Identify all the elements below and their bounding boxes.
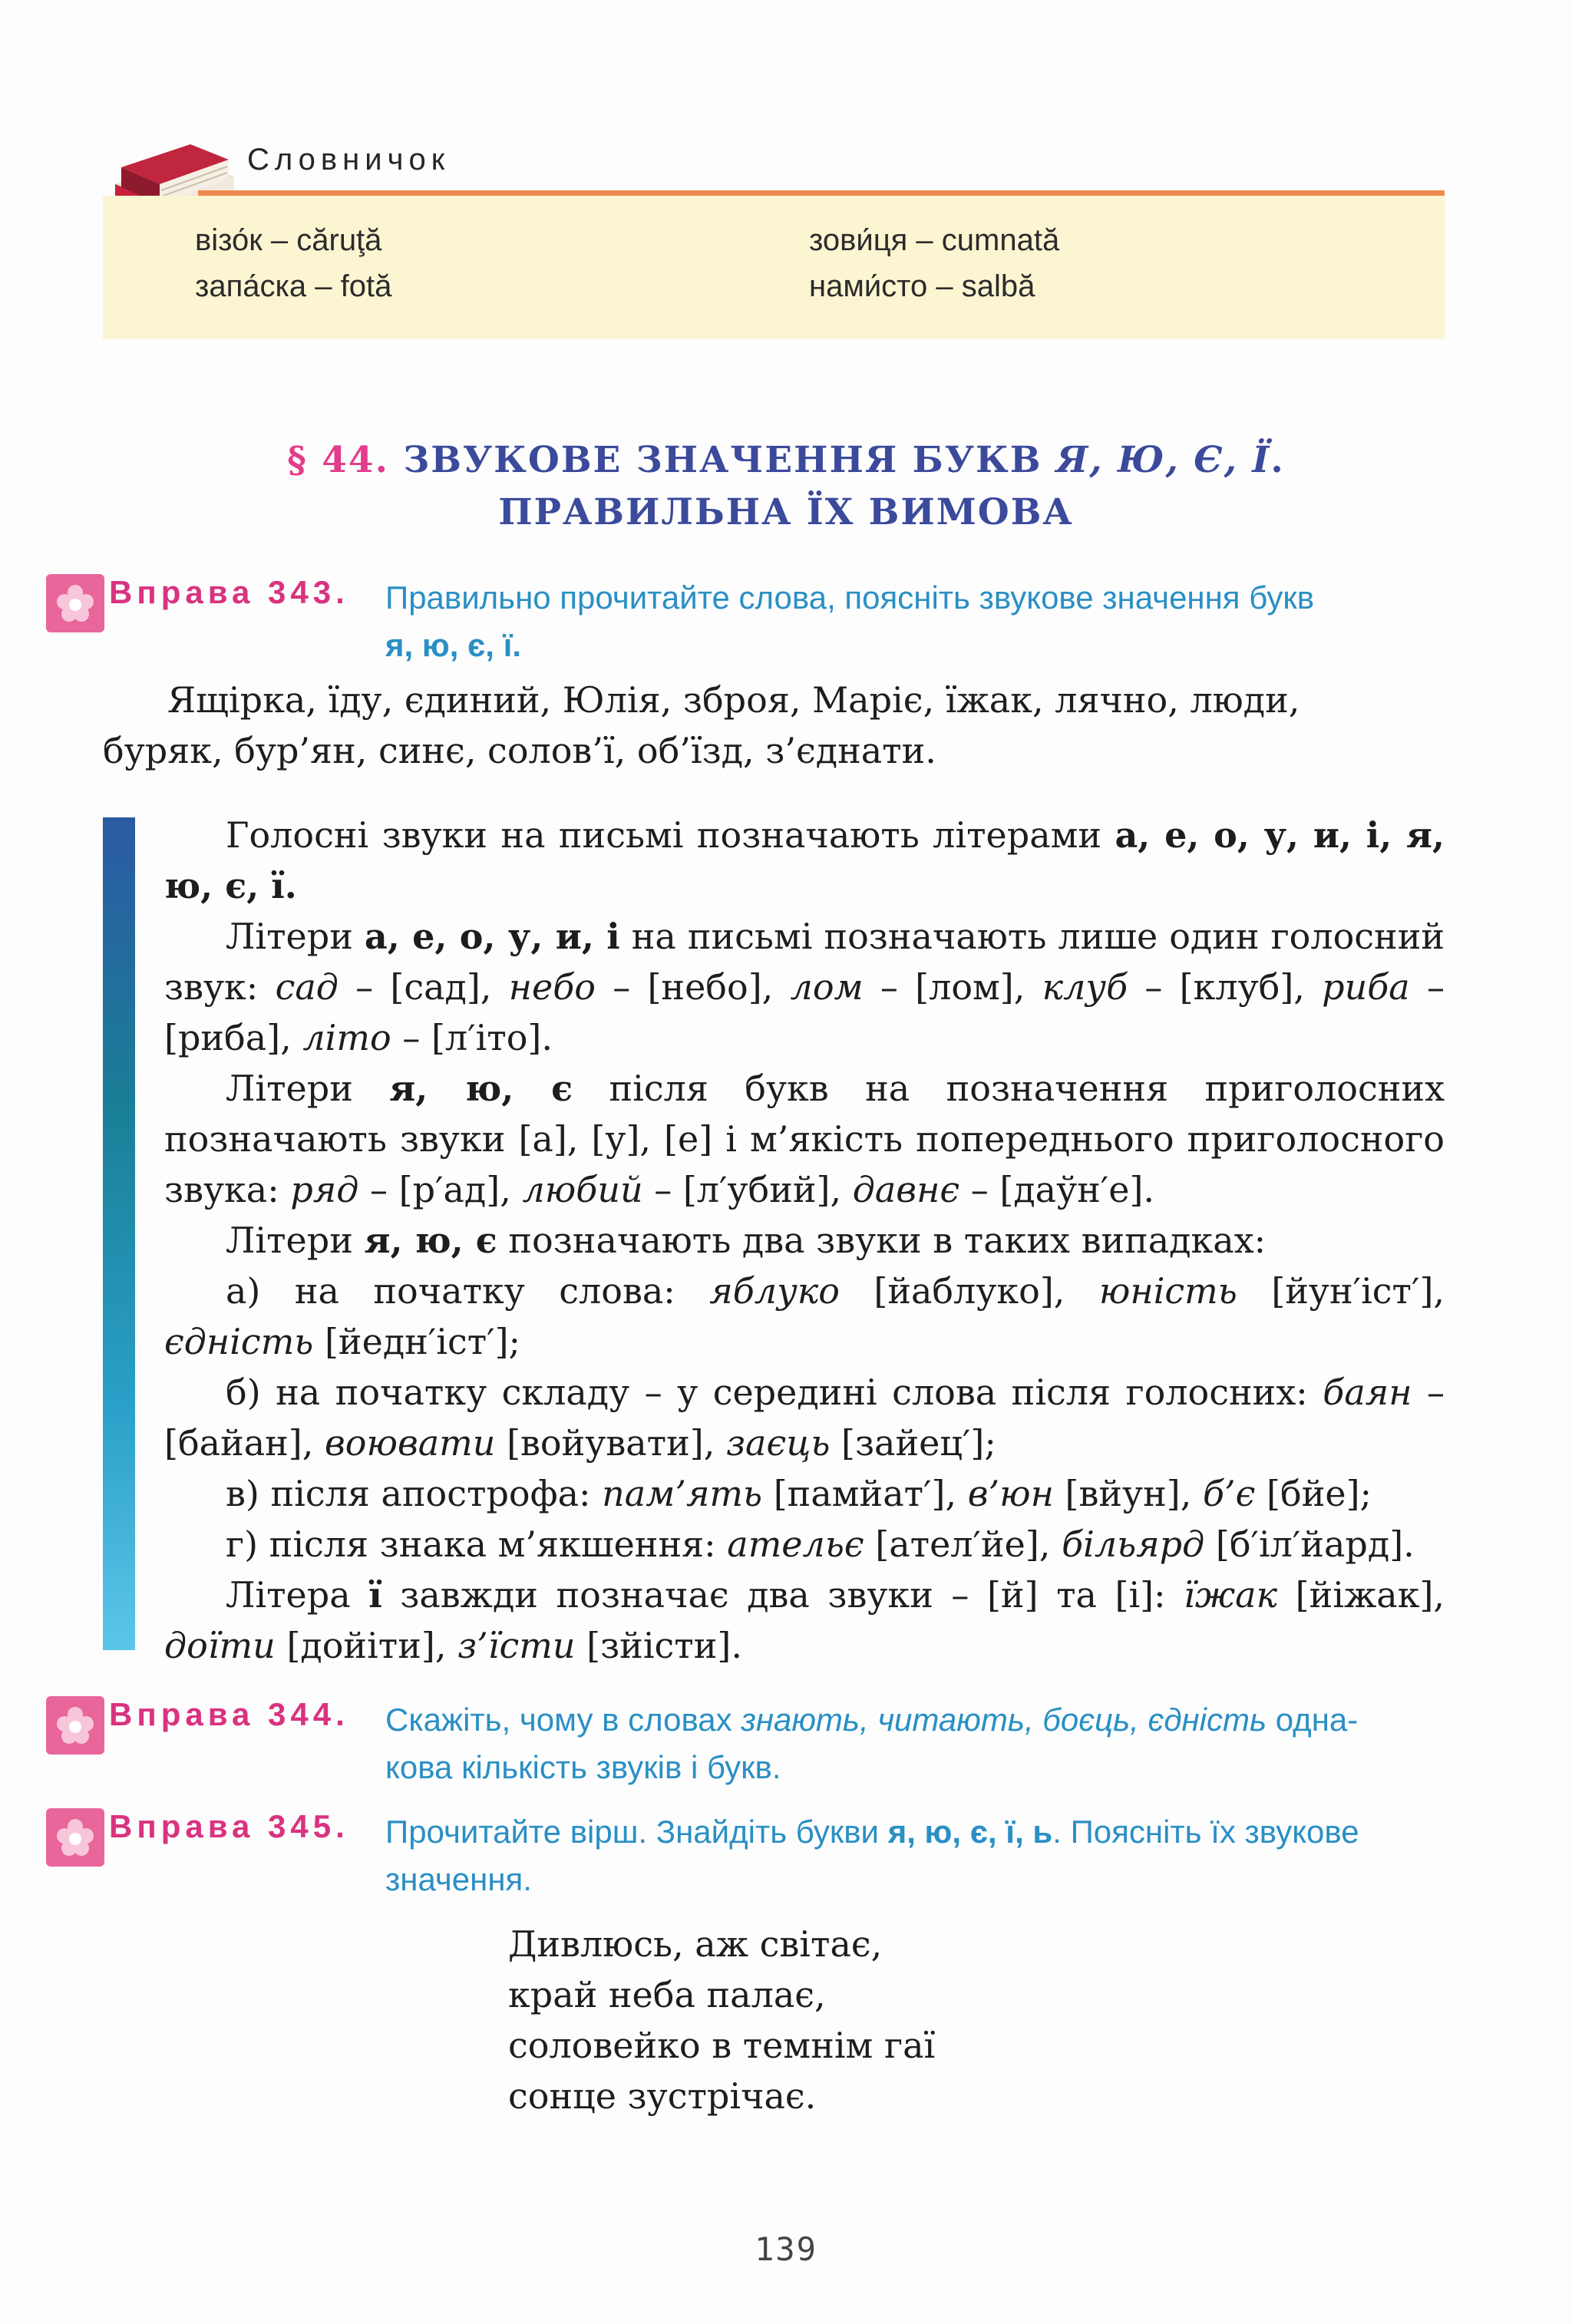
exercise-label: Вправа 344. [109,1696,349,1732]
page-number: 139 [755,2230,817,2268]
glossary-entry: зови́ця – cumnată [809,223,1060,257]
section-title-line2: ПРАВИЛЬНА ЇХ ВИМОВА [498,491,1074,533]
glossary-divider [198,190,1445,196]
exercise-instruction: Прочитайте вірш. Знайдіть букви я, ю, є, ї, ь. Поясніть їх звукове значення. [385,1814,1359,1897]
flower-icon [46,574,104,632]
glossary-entry: нами́сто – salbă [809,269,1035,303]
section-number: § 44. [287,439,389,481]
glossary-title: Словничок [247,143,451,177]
flower-icon [46,1808,104,1867]
exercise-words-line: Ящірка, їду, єдиний, Юлія, зброя, Маріє, їжак, лячно, люди, [167,679,1300,721]
rule-accent-bar [103,817,135,1650]
glossary-box [103,196,1445,339]
rule-block: Голосні звуки на письмі позначають літерами а, е, о, у, и, і, я, ю, є, ї. Літери а, е, о, у, и, і на письмі позначають лише один голосний звук: сад – [сад], небо – [небо], лом – [лом], клуб – [клуб], риба – [риба], літо – [л′іто]. Літери я, ю, є після букв на позначення приголосних позначають звуки [а], [у], [е] і м’якість попереднього приголосного звука: ряд – [р′ад], любий – [л′убий], давнє – [даўн′е]. Літери я, ю, є позначають два звуки в таких випадках: а) на початку слова: яблуко [йаблуко], юність [йун′іст′], єдність [йедн′іст′]; б) на початку складу – у середині слова після голосних: баян – [байан], воювати [войувати], заєць [зайец′]; в) після апострофа: пам’ять [памйат′], в’юн [вйун], б’є [бйе]; г) після знака м’якшення: ательє [ател′йе], більярд [б′іл′йард]. Літера ї завжди позначає два звуки – [й] та [і]: їжак [йіжак], доїти [дойіти], з’їсти [зйісти]. [164,814,1445,1666]
exercise-345 [46,1808,1451,1908]
exercise-words-line: буряк, бур’ян, синє, солов’ї, об’їзд, з’єднати. [103,730,936,771]
glossary-entry: візо́к – căruţă [195,223,382,257]
glossary-entry: запа́ска – fotă [195,269,392,303]
section-title-line1: ЗВУКОВЕ ЗНАЧЕННЯ БУКВ [403,439,1042,481]
instruction-letters: я, ю, є, ї. [385,627,522,663]
poem-line: сонце зустрічає. [508,2075,817,2117]
poem-line: край неба палає, [508,1974,826,2015]
exercise-instruction: Скажіть, чому в словах знають, читають, боєць, єдність одна- кова кількість звуків і букв. [385,1702,1359,1785]
exercise-label: Вправа 345. [109,1808,349,1844]
exercise-instruction [385,574,1491,669]
poem-line: соловейко в темнім гаї [508,2025,936,2066]
section-heading: § 44. ЗВУКОВЕ ЗНАЧЕННЯ БУКВ Я, Ю, Є, Ї. [287,439,1285,481]
instruction-line: Правильно прочитайте слова, поясніть звукове значення букв [385,579,1315,616]
flower-icon [46,1696,104,1755]
section-title-letters: Я, Ю, Є, Ї [1055,439,1271,481]
exercise-344 [46,1696,1451,1796]
poem-line: Дивлюсь, аж світає, [508,1923,883,1965]
poem [508,1919,935,2121]
exercise-label: Вправа 343. [109,574,349,610]
exercise-343 [46,574,1451,674]
